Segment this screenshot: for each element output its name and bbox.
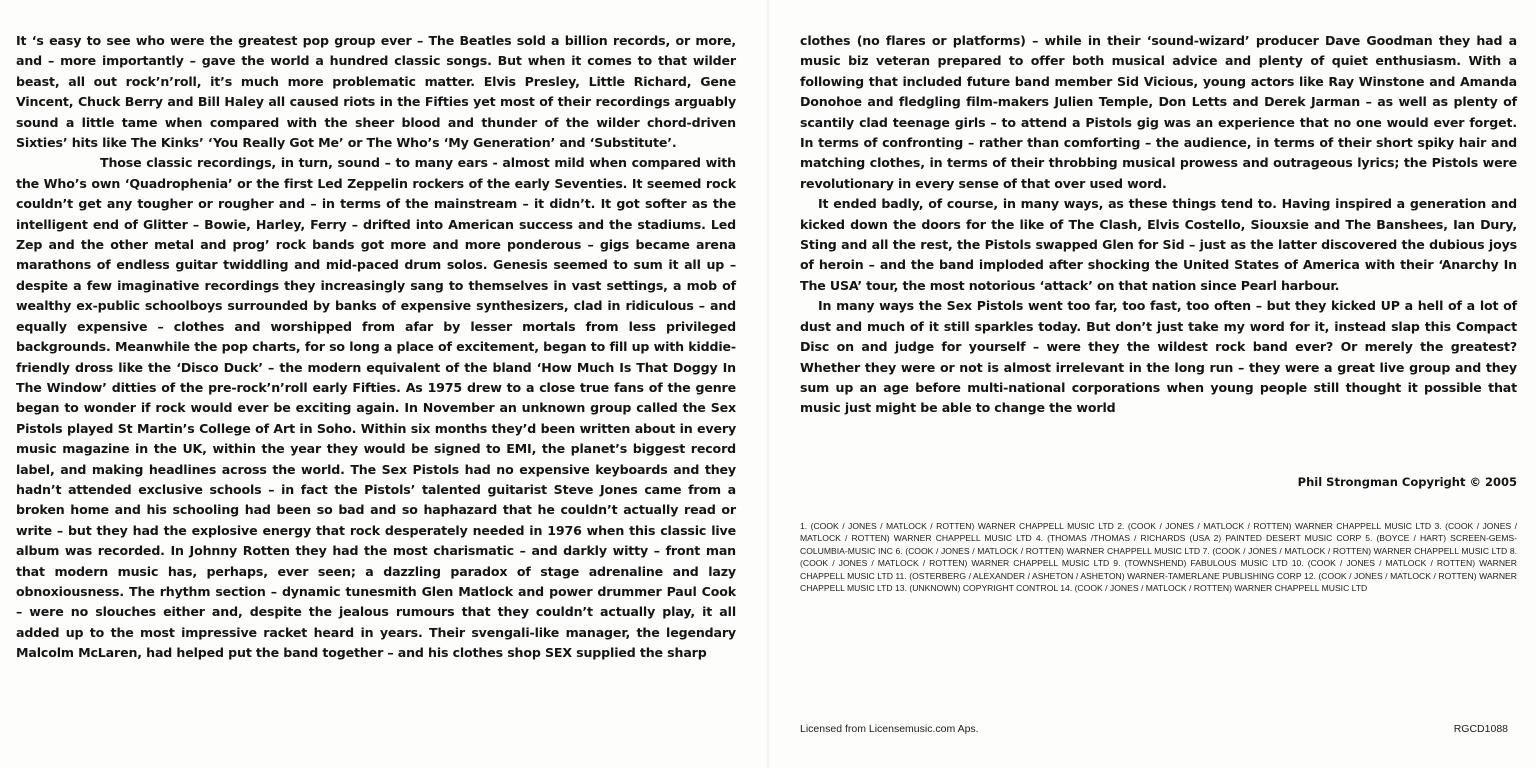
right-paragraph-2: It ended badly, of course, in many ways, as these things tend to. Having inspired a generation and kicked down the doors for the like of The Clash, Elvis Costello, Siouxsie and The Banshees, Ian Dury, Sting and all the rest, the Pistols swapped Glen for Sid – just as the latter discovered the dubious joys of heroin – and the band imploded after shocking the United States of America with their ‘Anarchy In The USA’ tour, the most notorious ‘attack’ on that nation since Pearl harbour. <box>800 196 1517 293</box>
right-paragraph-3: In many ways the Sex Pistols went too far, too fast, too often – but they kicked UP a hell of a lot of dust and much of it still sparkles today. But don’t just take my word for it, instead slap this Compact Disc on and judge for yourself – were they the wildest rock band ever? Or merely the greatest? Whether they were or not is almost irrelevant in the long run – they were a great live group and they sum up an age before multi-national corporations when young people still thought it possible that music just might be able to change the world <box>800 298 1517 416</box>
catalog-number: RGCD1088 <box>1453 723 1508 735</box>
page-fold <box>766 0 770 768</box>
publishing-credits: 1. (COOK / JONES / MATLOCK / ROTTEN) WARNER CHAPPELL MUSIC LTD 2. (COOK / JONES / MATLOCK / ROTTEN) WARNER CHAPPELL MUSIC LTD 3. (COOK / JONES / MATLOCK / ROTTEN) WARNER CHAPPELL MUSIC LTD 4. (THOMAS /THOMAS / RICHARDS (USA 2) PAINTED DESERT MUSIC CORP 5. (BOYCE / HART) SCREEN-GEMS-COLUMBIA-MUSIC INC 6. (COOK / JONES / MATLOCK / ROTTEN) WARNER CHAPPELL MUSIC LTD 7. (COOK / JONES / MATLOCK / ROTTEN) WARNER CHAPPELL MUSIC LTD 8. (COOK / JONES / MATLOCK / ROTTEN) WARNER CHAPPELL MUSIC LTD 9. (TOWNSHEND) FABULOUS MUSIC LTD 10. (COOK / JONES / MATLOCK / ROTTEN) WARNER CHAPPELL MUSIC LTD 11. (OSTERBERG / ALEXANDER / ASHETON / ASHETON) WARNER-TAMERLANE PUBLISHING CORP 12. (COOK / JONES / MATLOCK / ROTTEN) WARNER CHAPPELL MUSIC LTD 13. (UNKNOWN) COPYRIGHT CONTROL 14. (COOK / JONES / MATLOCK / ROTTEN) WARNER CHAPPELL MUSIC LTD <box>800 521 1517 594</box>
license-note: Licensed from Licensemusic.com Aps. <box>800 723 979 735</box>
right-column <box>800 31 1517 419</box>
author-credit: Phil Strongman Copyright © 2005 <box>1297 475 1517 489</box>
right-paragraph-1: clothes (no flares or platforms) – while in their ‘sound-wizard’ producer Dave Goodman they had a music biz veteran prepared to offer both musical advice and plenty of quiet enthusiasm. With a following that included future band member Sid Vicious, young actors like Ray Winstone and Amanda Donohoe and fledgling film-makers Julien Temple, Don Letts and Derek Jarman – as well as plenty of scantily clad teenage girls – to attend a Pistols gig was an experience that no one would ever forget. In terms of confronting – rather than comforting – the audience, in terms of their short spiky hair and matching clothes, in terms of their throbbing musical prowess and outrageous lyrics; the Pistols were revolutionary in every sense of that over used word. <box>800 33 1517 191</box>
left-column <box>16 31 736 664</box>
left-paragraph-1: It ‘s easy to see who were the greatest pop group ever – The Beatles sold a billion records, or more, and – more importantly – gave the world a hundred classic songs. But when it comes to that wilder beast, all out rock’n’roll, it’s much more problematic matter. Elvis Presley, Little Richard, Gene Vincent, Chuck Berry and Bill Haley all caused riots in the Fifties yet most of their recordings arguably sound a little tame when compared with the sheer blood and thunder of the wilder chord-driven Sixties’ hits like The Kinks’ ‘You Really Got Me’ or The Who’s ‘My Generation’ and ‘Substitute’. <box>16 33 736 151</box>
left-paragraph-2: Those classic recordings, in turn, sound – to many ears - almost mild when compared with the Who’s own ‘Quadrophenia’ or the first Led Zeppelin rockers of the early Seventies. It seemed rock couldn’t get any tougher or rougher and – in terms of the mainstream – it didn’t. It got softer as the intelligent end of Glitter – Bowie, Harley, Ferry – drifted into American success and the stadiums. Led Zep and the other metal and prog’ rock bands got more and more ponderous – gigs became arena marathons of endless guitar twiddling and mid-paced drum solos. Genesis seemed to sum it all up – despite a few imaginative recordings they increasingly sang to themselves in vast settings, a mob of wealthy ex-public schoolboys surrounded by banks of expensive synthesizers, clad in ridiculous – and equally expensive – clothes and worshipped from afar by lesser mortals from less privileged backgrounds. Meanwhile the pop charts, for so long a place of excitement, began to fill up with kiddie-friendly dross like the ‘Disco Duck’ – the modern equivalent of the bland ‘How Much Is That Doggy In The Window’ ditties of the pre-rock’n’roll early Fifties. As 1975 drew to a close true fans of the genre began to wonder if rock would ever be exciting again. In November an unknown group called the Sex Pistols played St Martin’s College of Art in Soho. Within six months they’d been written about in every music magazine in the UK, within the year they would be signed to EMI, the planet’s biggest record label, and making headlines across the world. The Sex Pistols had no expensive keyboards and they hadn’t attended exclusive schools – in fact the Pistols’ talented guitarist Steve Jones came from a broken home and his schooling had been so bad and so haphazard that he couldn’t actually read or write – but they had the explosive energy that rock desperately needed in 1976 when this classic live album was recorded. In Johnny Rotten they had the most charismatic – and darkly witty – front man that modern music has, perhaps, ever seen; a dazzling paradox of stage adrenaline and lazy obnoxiousness. The rhythm section – dynamic tunesmith Glen Matlock and power drummer Paul Cook – were no slouches either and, despite the jealous rumours that they couldn’t actually play, it all added up to the most impressive racket heard in years. Their svengali-like manager, the legendary Malcolm McLaren, had helped put the band together – and his clothes shop SEX supplied the sharp <box>16 155 736 661</box>
